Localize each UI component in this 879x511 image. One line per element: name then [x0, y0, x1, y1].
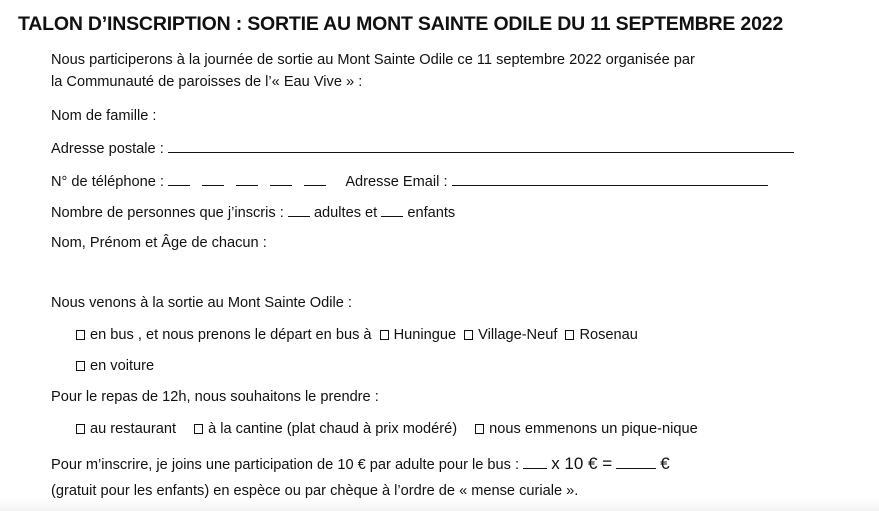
names-ages-field[interactable]: [51, 233, 267, 253]
phone-blank-4[interactable]: [270, 171, 292, 186]
transport-heading: Nous venons à la sortie au Mont Sainte Odile :: [51, 295, 352, 311]
village-neuf-checkbox[interactable]: [464, 330, 473, 340]
free-children-note: (gratuit pour les enfants) en espèce ou par chèque à l’ordre de « mense curiale ».: [51, 483, 579, 499]
payment-row: [51, 454, 670, 475]
page-bottom-edge: [0, 499, 879, 511]
rosenau-checkbox[interactable]: [565, 330, 574, 340]
adults-payment-blank[interactable]: [523, 454, 547, 469]
meal-heading: Pour le repas de 12h, nous souhaitons le prendre :: [51, 389, 379, 405]
phone-label: N° de téléphone :: [51, 174, 164, 190]
total-amount-blank[interactable]: [616, 454, 656, 469]
euro-sign-label: €: [660, 454, 670, 473]
intro-line-2: la Communauté de paroisses de l’« Eau Vive » :: [51, 74, 363, 90]
huningue-checkbox[interactable]: [380, 330, 389, 340]
huningue-label: Huningue: [393, 327, 457, 343]
times-ten-euros-label: x 10 € =: [551, 454, 613, 473]
form-title: TALON D’INSCRIPTION : SORTIE AU MONT SAINTE ODILE DU 11 SEPTEMBRE 2022: [18, 13, 784, 35]
family-name-label: Nom de famille :: [51, 108, 157, 124]
phone-blank-3[interactable]: [236, 171, 258, 186]
rosenau-label: Rosenau: [579, 327, 638, 343]
intro-line-1: Nous participerons à la journée de sortie au Mont Sainte Odile ce 11 septembre 2022 organisée par: [51, 52, 695, 68]
postal-address-blank[interactable]: [168, 138, 794, 153]
picnic-checkbox[interactable]: [475, 424, 484, 434]
people-count-row: [51, 202, 455, 223]
children-label: enfants: [407, 205, 456, 221]
adults-count-blank[interactable]: [288, 202, 310, 217]
picnic-label: nous emmenons un pique-nique: [489, 421, 698, 437]
bus-label: en bus , et nous prenons le départ en bus à: [90, 327, 372, 343]
postal-address-label: Adresse postale :: [51, 141, 164, 157]
family-name-field[interactable]: [51, 106, 156, 126]
phone-email-row: [51, 171, 768, 192]
car-checkbox[interactable]: [76, 361, 85, 371]
restaurant-checkbox[interactable]: [76, 424, 85, 434]
email-label: Adresse Email :: [345, 174, 448, 190]
phone-blank-2[interactable]: [202, 171, 224, 186]
bus-checkbox[interactable]: [76, 330, 85, 340]
payment-label: Pour m’inscrire, je joins une participation de 10 € par adulte pour le bus :: [51, 457, 520, 473]
car-option-row: [76, 356, 154, 376]
canteen-checkbox[interactable]: [194, 424, 203, 434]
postal-address-field[interactable]: [51, 138, 794, 159]
car-label: en voiture: [90, 358, 155, 374]
phone-blank-1[interactable]: [168, 171, 190, 186]
meal-options-row: [76, 419, 698, 439]
adults-label: adultes et: [313, 205, 378, 221]
phone-blank-5[interactable]: [304, 171, 326, 186]
canteen-label: à la cantine (plat chaud à prix modéré): [208, 421, 458, 437]
people-count-label: Nombre de personnes que j’inscris :: [51, 205, 284, 221]
names-ages-label: Nom, Prénom et Âge de chacun :: [51, 235, 267, 251]
email-blank[interactable]: [452, 171, 768, 186]
restaurant-label: au restaurant: [90, 421, 176, 437]
children-count-blank[interactable]: [381, 202, 403, 217]
village-neuf-label: Village-Neuf: [478, 327, 558, 343]
bus-option-row: [76, 325, 638, 345]
